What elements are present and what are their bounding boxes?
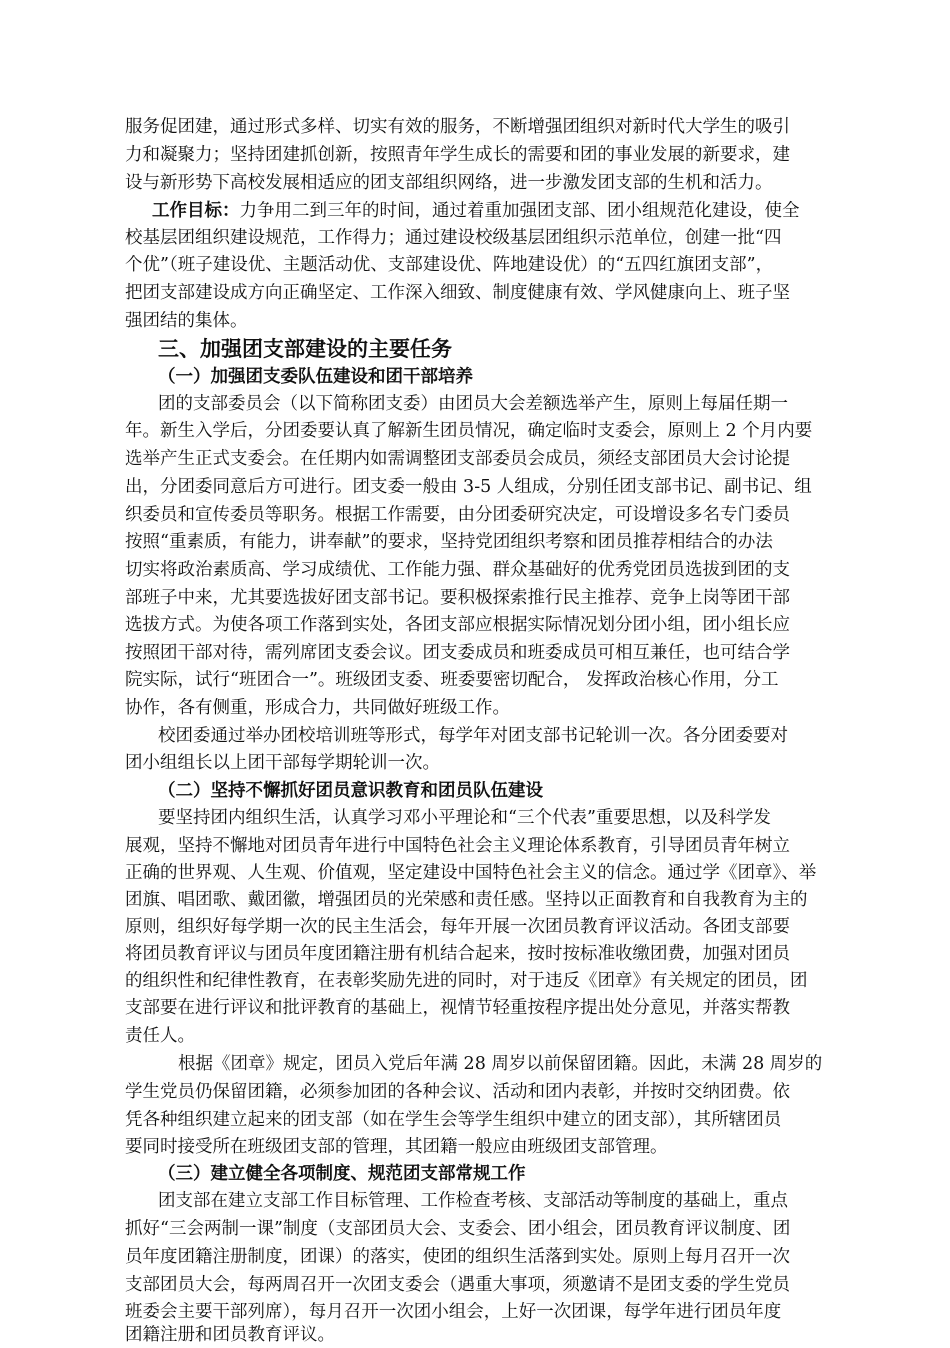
subsection-heading: （一）加强团支委队伍建设和团干部培养 xyxy=(158,367,473,387)
paragraph-line: 服务促团建，通过形式多样、切实有效的服务，不断增强团组织对新时代大学生的吸引 xyxy=(125,117,790,137)
section-heading: 三、加强团支部建设的主要任务 xyxy=(158,336,452,361)
subsection-heading: （三）建立健全各项制度、规范团支部常规工作 xyxy=(158,1164,526,1184)
paragraph-line: 团的支部委员会（以下简称团支委）由团员大会差额选举产生，原则上每届任期一 xyxy=(158,394,788,414)
paragraph-line: 部班子中来，尤其要选拔好团支部书记。要积极探索推行民主推荐、竞争上岗等团干部 xyxy=(125,588,790,608)
paragraph-line: 的组织性和纪律性教育，在表彰奖励先进的同时，对于违反《团章》有关规定的团员，团 xyxy=(125,971,808,991)
paragraph-line: 按照团干部对待，需列席团支委会议。团支委成员和班委成员可相互兼任，也可结合学 xyxy=(125,643,790,663)
paragraph-line: 团旗、唱团歌、戴团徽，增强团员的光荣感和责任感。坚持以正面教育和自我教育为主的 xyxy=(125,890,808,910)
paragraph-line: 院实际，试行“班团合一”。班级团支委、班委要密切配合， 发挥政治核心作用，分工 xyxy=(125,670,779,690)
paragraph-line: 抓好“三会两制一课”制度（支部团员大会、支委会、团小组会，团员教育评议制度、团 xyxy=(125,1219,791,1239)
paragraph-line xyxy=(152,198,800,224)
paragraph-line: 校基层团组织建设规范，工作得力；通过建设校级基层团组织示范单位，创建一批“四 xyxy=(125,228,782,248)
paragraph-line: 选举产生正式支委会。在任期内如需调整团支部委员会成员，须经支部团员大会讨论提 xyxy=(125,449,790,469)
paragraph-line: 个优”（班子建设优、主题活动优、支部建设优、阵地建设优）的“五四红旗团支部”， xyxy=(125,255,774,275)
paragraph-line: 根据《团章》规定，团员入党后年满 28 周岁以前保留团籍。因此，未满 28 周岁的 xyxy=(178,1054,823,1074)
work-goal-label: 工作目标： xyxy=(152,201,240,221)
paragraph-line: 把团支部建设成方向正确坚定、工作深入细致、制度健康有效、学风健康向上、班子坚 xyxy=(125,283,790,303)
paragraph-line: 年。新生入学后，分团委要认真了解新生团员情况，确定临时支委会，原则上 2 个月内要 xyxy=(125,421,813,441)
paragraph-line: 班委会主要干部列席），每月召开一次团小组会，上好一次团课，每学年进行团员年度 xyxy=(125,1302,782,1322)
paragraph-line: 支部要在进行评议和批评教育的基础上，视情节轻重按程序提出处分意见，并落实帮教 xyxy=(125,998,790,1018)
paragraph-line: 出，分团委同意后方可进行。团支委一般由 3-5 人组成，分别任团支部书记、副书记、组 xyxy=(125,477,812,497)
paragraph-line: 选拔方式。为使各项工作落到实处，各团支部应根据实际情况划分团小组，团小组长应 xyxy=(125,615,790,635)
paragraph-line: 校团委通过举办团校培训班等形式，每学年对团支部书记轮训一次。各分团委要对 xyxy=(158,726,788,746)
paragraph-line: 要坚持团内组织生活，认真学习邓小平理论和“三个代表”重要思想，以及科学发 xyxy=(158,808,771,828)
paragraph-line: 将团员教育评议与团员年度团籍注册有机结合起来，按时按标准收缴团费，加强对团员 xyxy=(125,944,790,964)
subsection-heading: （二）坚持不懈抓好团员意识教育和团员队伍建设 xyxy=(158,781,543,801)
paragraph-line: 责任人。 xyxy=(125,1026,195,1046)
paragraph-line: 展观，坚持不懈地对团员青年进行中国特色社会主义理论体系教育，引导团员青年树立 xyxy=(125,836,790,856)
work-goal-text: 力争用二到三年的时间，通过着重加强团支部、团小组规范化建设，使全 xyxy=(239,201,800,221)
paragraph-line: 员年度团籍注册制度，团课）的落实，使团的组织生活落到实处。原则上每月召开一次 xyxy=(125,1247,790,1267)
paragraph-line: 凭各种组织建立起来的团支部（如在学生会等学生组织中建立的团支部），其所辖团员 xyxy=(125,1110,782,1130)
paragraph-line: 力和凝聚力；坚持团建抓创新，按照青年学生成长的需要和团的事业发展的新要求，建 xyxy=(125,145,790,165)
paragraph-line: 团籍注册和团员教育评议。 xyxy=(125,1325,335,1345)
paragraph-line: 强团结的集体。 xyxy=(125,311,248,331)
paragraph-line: 按照“重素质，有能力，讲奉献”的要求，坚持党团组织考察和团员推荐相结合的办法 xyxy=(125,532,773,552)
paragraph-line: 正确的世界观、人生观、价值观，坚定建设中国特色社会主义的信念。通过学《团章》、举 xyxy=(125,863,817,883)
paragraph-line: 支部团员大会，每两周召开一次团支委会（遇重大事项，须邀请不是团支委的学生党员 xyxy=(125,1275,790,1295)
paragraph-line: 团支部在建立支部工作目标管理、工作检查考核、支部活动等制度的基础上，重点 xyxy=(158,1191,788,1211)
paragraph-line: 协作，各有侧重，形成合力，共同做好班级工作。 xyxy=(125,698,510,718)
paragraph-line: 团小组组长以上团干部每学期轮训一次。 xyxy=(125,753,440,773)
paragraph-line: 织委员和宣传委员等职务。根据工作需要，由分团委研究决定，可设增设多名专门委员 xyxy=(125,505,790,525)
paragraph-line: 原则，组织好每学期一次的民主生活会，每年开展一次团员教育评议活动。各团支部要 xyxy=(125,917,790,937)
paragraph-line: 设与新形势下高校发展相适应的团支部组织网络，进一步激发团支部的生机和活力。 xyxy=(125,173,773,193)
paragraph-line: 要同时接受所在班级团支部的管理，其团籍一般应由班级团支部管理。 xyxy=(125,1137,668,1157)
paragraph-line: 切实将政治素质高、学习成绩优、工作能力强、群众基础好的优秀党团员选拔到团的支 xyxy=(125,560,790,580)
paragraph-line: 学生党员仍保留团籍，必须参加团的各种会议、活动和团内表彰，并按时交纳团费。依 xyxy=(125,1082,790,1102)
